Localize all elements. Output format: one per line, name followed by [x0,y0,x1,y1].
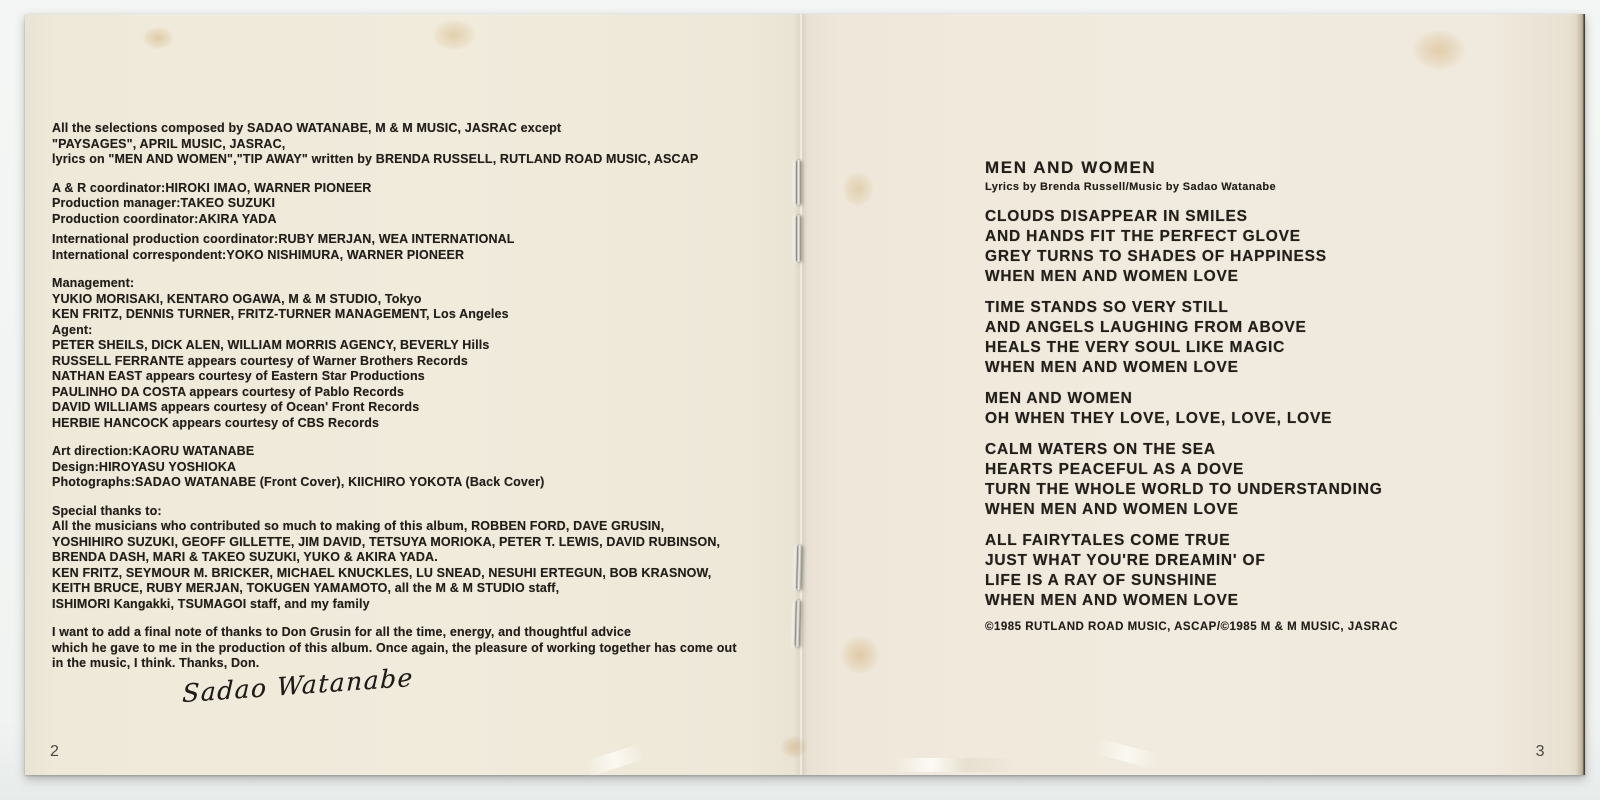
text-line: which he gave to me in the production of this album. Once again, the pleasure of working together has come out [52,640,737,655]
text-line: DAVID WILLIAMS appears courtesy of Ocean' Front Records [52,400,420,414]
text-line: International production coordinator:RUBY MERJAN, WEA INTERNATIONAL [52,232,515,246]
special-thanks [52,504,782,613]
text-line: YOSHIHIRO SUZUKI, GEOFF GILLETTE, JIM DAVID, TETSUYA MORIOKA, PETER T. LEWIS, DAVID RUBINSON, [52,534,721,549]
staff-credits [52,181,782,228]
text-line: KEN FRITZ, SEYMOUR M. BRICKER, MICHAEL KNUCKLES, LU SNEAD, NESUHI ERTEGUN, BOB KRASNOW, [52,565,712,580]
lyric-line: HEARTS PEACEFUL AS A DOVE [985,461,1245,478]
lyric-line: WHEN MEN AND WOMEN LOVE [985,359,1239,376]
text-line: All the selections composed by SADAO WATANABE, M & M MUSIC, JASRAC except [52,121,562,135]
lyrics-text-block [985,158,1545,633]
staple-leg [795,600,801,647]
text-line: "PAYSAGES", APRIL MUSIC, JASRAC, [52,136,286,151]
lyric-line: CALM WATERS ON THE SEA [985,441,1216,458]
song-credit: Lyrics by Brenda Russell/Music by Sadao Watanabe [985,181,1277,193]
lyric-stanza [985,207,1545,287]
text-line: NATHAN EAST appears courtesy of Eastern Star Productions [52,369,425,383]
management-credits [52,276,782,431]
text-line: Art direction:KAORU WATANABE [52,444,255,458]
copyright-line: ©1985 RUTLAND ROAD MUSIC, ASCAP/©1985 M & M MUSIC, JASRAC [985,621,1399,633]
lyric-line: WHEN MEN AND WOMEN LOVE [985,501,1239,518]
lyrics-stanzas [985,207,1545,611]
lyric-line: ALL FAIRYTALES COME TRUE [985,532,1231,549]
text-line: A & R coordinator:HIROKI IMAO, WARNER PIONEER [52,180,372,195]
text-line: KEITH BRUCE, RUBY MERJAN, TOKUGEN YAMAMOTO, all the M & M STUDIO staff, [52,581,560,595]
text-line: PAULINHO DA COSTA appears courtesy of Pablo Records [52,384,405,399]
lyric-line: MEN AND WOMEN [985,390,1133,407]
lyric-line: CLOUDS DISAPPEAR IN SMILES [985,208,1248,225]
lyric-line: WHEN MEN AND WOMEN LOVE [985,592,1239,609]
lyric-line: TURN THE WHOLE WORLD TO UNDERSTANDING [985,481,1383,498]
text-line: RUSSELL FERRANTE appears courtesy of Warner Brothers Records [52,353,469,368]
text-line: Special thanks to: [52,503,162,518]
text-line: HERBIE HANCOCK appears courtesy of CBS Records [52,415,380,430]
lyric-line: AND HANDS FIT THE PERFECT GLOVE [985,228,1301,245]
text-line: Photographs:SADAO WATANABE (Front Cover), KIICHIRO YOKOTA (Back Cover) [52,475,545,489]
text-line: Production coordinator:AKIRA YADA [52,211,277,226]
artist-signature: Sadao Watanabe [181,662,415,708]
text-line: BRENDA DASH, MARI & TAKEO SUZUKI, YUKO & AKIRA YADA. [52,550,438,564]
text-line: Production manager:TAKEO SUZUKI [52,196,276,210]
text-line: Design:HIROYASU YOSHIOKA [52,459,237,474]
booklet-page-left [25,14,800,775]
lyric-line: JUST WHAT YOU'RE DREAMIN' OF [985,552,1266,569]
staple-leg [796,545,802,590]
text-line: PETER SHEILS, DICK ALEN, WILLIAM MORRIS AGENCY, BEVERLY Hills [52,338,490,352]
text-line: International correspondent:YOKO NISHIMURA, WARNER PIONEER [52,247,465,262]
design-credits [52,444,782,491]
staple-leg [796,215,801,262]
lyric-line: AND ANGELS LAUGHING FROM ABOVE [985,319,1307,336]
final-note [52,625,782,672]
cd-booklet-spread [25,14,1585,775]
staple-leg [796,160,801,205]
lyric-line: TIME STANDS SO VERY STILL [985,299,1229,316]
lyric-stanza [985,298,1545,378]
lyric-line: HEALS THE VERY SOUL LIKE MAGIC [985,339,1286,356]
lyric-stanza [985,440,1545,520]
lyric-stanza [985,531,1545,611]
text-line: All the musicians who contributed so much to making of this album, ROBBEN FORD, DAVE GRUSIN, [52,519,665,533]
lyric-line: WHEN MEN AND WOMEN LOVE [985,268,1239,285]
lyric-line: OH WHEN THEY LOVE, LOVE, LOVE, LOVE [985,410,1333,427]
lyric-line: LIFE IS A RAY OF SUNSHINE [985,572,1218,589]
text-line: in the music, I think. Thanks, Don. [52,656,260,670]
lyric-stanza [985,389,1545,429]
text-line: I want to add a final note of thanks to Don Grusin for all the time, energy, and thoughtful advice [52,625,632,639]
song-title: MEN AND WOMEN [985,158,1157,177]
page-edge-shadow [1576,14,1585,775]
staple-top [795,160,803,262]
credits-text-block [52,121,782,708]
text-line: Agent: [52,322,93,337]
text-line: lyrics on "MEN AND WOMEN","TIP AWAY" written by BRENDA RUSSELL, RUTLAND ROAD MUSIC, ASCAP [52,152,699,166]
text-line: ISHIMORI Kangakki, TSUMAGOI staff, and my family [52,596,370,611]
text-line: KEN FRITZ, DENNIS TURNER, FRITZ-TURNER MANAGEMENT, Los Angeles [52,307,509,321]
booklet-spine-crease [794,14,808,775]
text-line: YUKIO MORISAKI, KENTARO OGAWA, M & M STUDIO, Tokyo [52,291,422,306]
page-number-left: 2 [50,743,60,760]
text-line: Management: [52,276,135,290]
lyric-line: GREY TURNS TO SHADES OF HAPPINESS [985,248,1327,265]
booklet-page-right [800,14,1585,775]
composition-credits [52,121,782,168]
page-number-right: 3 [1535,743,1545,760]
international-credits [52,232,782,263]
